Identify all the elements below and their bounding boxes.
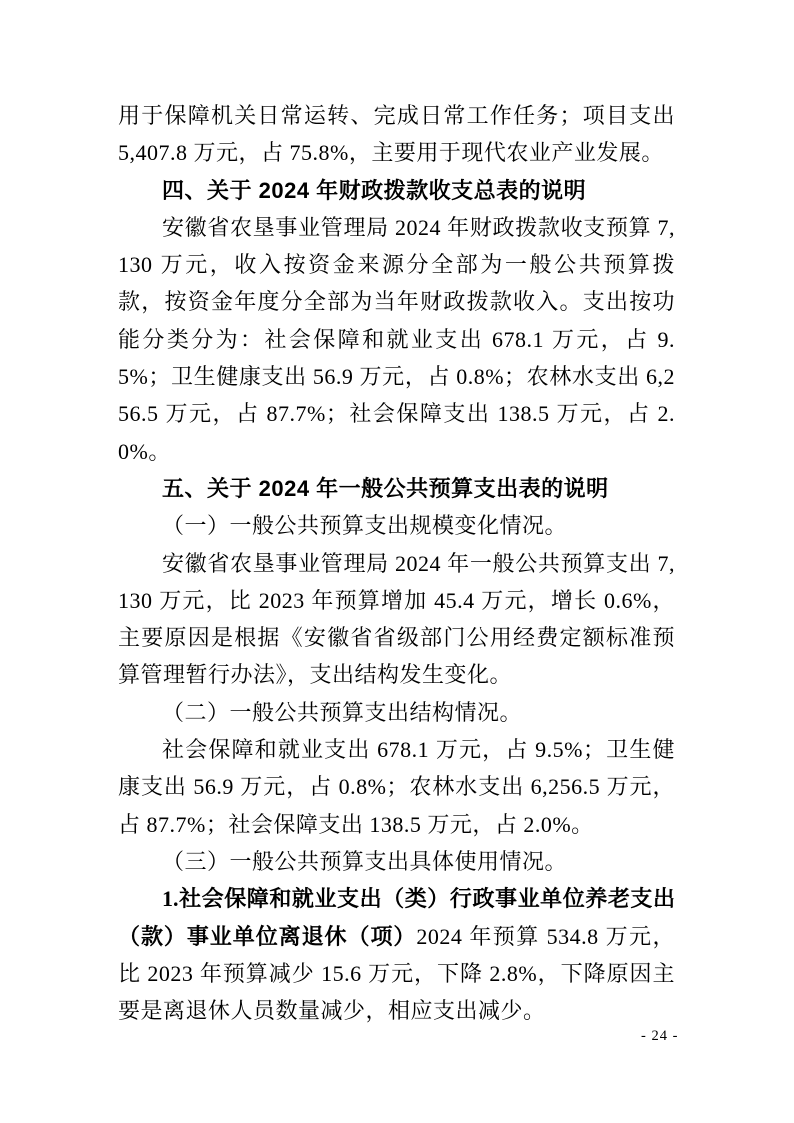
heading-section-5-general-public-budget: 五、关于 2024 年一般公共预算支出表的说明 — [162, 475, 609, 501]
paragraph-expenditure-scale-detail: 安徽省农垦事业管理局 2024 年一般公共预算支出 7,130 万元，比 2023 年预算增加 45.4 万元，增长 0.6%，主要原因是根据《安徽省省级部门公用经费定额标准预算管理暂行办法》，支出结构发生变化。 — [118, 550, 675, 688]
item-1-bold-title: 1.社会保障和就业支出（类）行政事业单位养老支出（款）事业单位离退休（项） — [118, 886, 675, 949]
paragraph-item-1-pension-expenditure — [118, 880, 675, 1029]
subheading-2-expenditure-structure: （二）一般公共预算支出结构情况。 — [162, 699, 523, 725]
paragraph-expenditure-structure-detail: 社会保障和就业支出 678.1 万元，占 9.5%；卫生健康支出 56.9 万元，占 0.8%；农林水支出 6,256.5 万元，占 87.7%；社会保障支出 138.5 万元，占 2.0%。 — [118, 737, 675, 837]
subheading-1-expenditure-scale-change: （一）一般公共预算支出规模变化情况。 — [162, 513, 568, 539]
paragraph-project-expenditure-continuation: 用于保障机关日常运转、完成日常工作任务；项目支出 5,407.8 万元，占 75.8%，主要用于现代农业产业发展。 — [118, 103, 675, 166]
paragraph-fiscal-appropriation-budget: 安徽省农垦事业管理局 2024 年财政拨款收支预算 7,130 万元，收入按资金来源分全部为一般公共预算拨款，按资金年度分全部为当年财政拨款收入。支出按功能分类分为：社会保障和就业支出 678.1 万元，占 9.5%；卫生健康支出 56.9 万元，占 0.8%；农林水支出 6,256.5 万元，占 87.7%；社会保障支出 138.5 万元，占 2.0%。 — [118, 214, 675, 464]
subheading-3-expenditure-specific-usage: （三）一般公共预算支出具体使用情况。 — [162, 848, 568, 874]
page-number: - 24 - — [641, 1028, 679, 1044]
item-1-detail-text: 2024 年预算 534.8 万元，比 2023 年预算减少 15.6 万元，下降 2.8%，下降原因主要是离退休人员数量减少，相应支出减少。 — [118, 923, 675, 1024]
document-body — [118, 97, 675, 1029]
heading-section-4-fiscal-appropriation-summary: 四、关于 2024 年财政拨款收支总表的说明 — [162, 177, 587, 203]
